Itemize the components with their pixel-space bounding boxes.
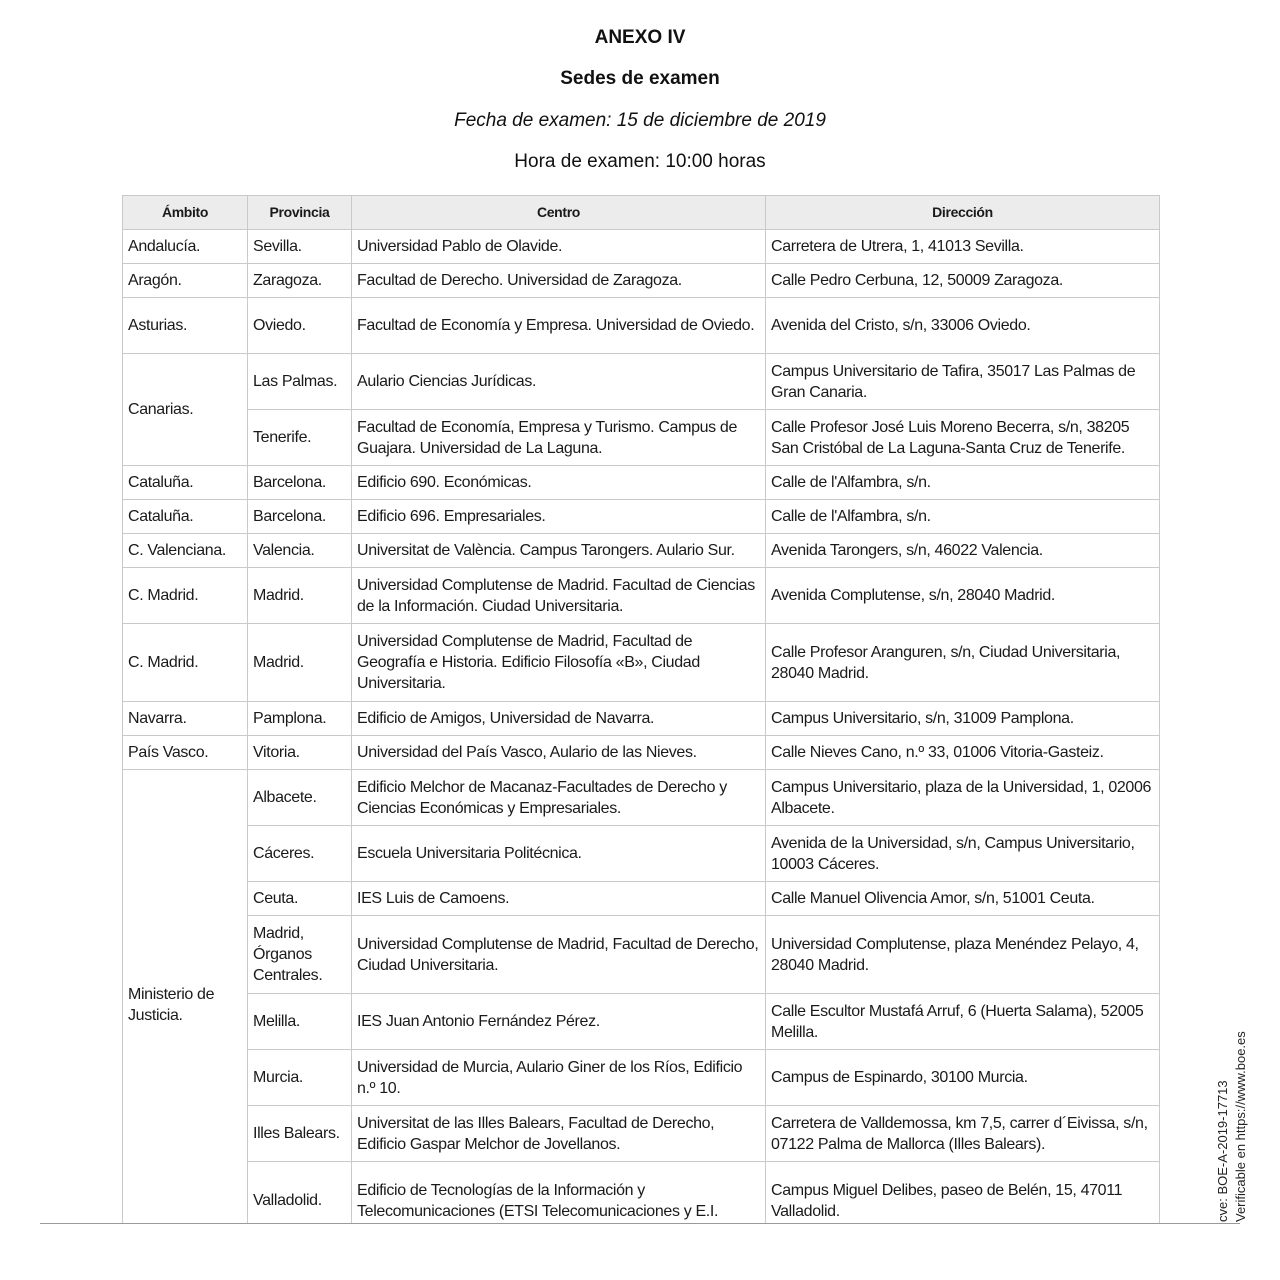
- cell-direccion: Avenida del Cristo, s/n, 33006 Oviedo.: [766, 298, 1160, 354]
- cell-ambito: C. Valenciana.: [123, 534, 248, 568]
- cell-direccion: Campus de Espinardo, 30100 Murcia.: [766, 1050, 1160, 1106]
- cell-centro: Universidad Complutense de Madrid, Facultad de Derecho, Ciudad Universitaria.: [352, 916, 766, 994]
- cell-direccion: Avenida Complutense, s/n, 28040 Madrid.: [766, 568, 1160, 624]
- cell-provincia: Ceuta.: [248, 882, 352, 916]
- table-row: [123, 624, 1160, 702]
- table-row: [123, 1162, 1160, 1225]
- margin-verification-note: [1214, 1031, 1250, 1222]
- cell-direccion: Calle Nieves Cano, n.º 33, 01006 Vitoria-Gasteiz.: [766, 736, 1160, 770]
- cell-provincia: Tenerife.: [248, 410, 352, 466]
- table-row: [123, 568, 1160, 624]
- cell-provincia: Sevilla.: [248, 230, 352, 264]
- cell-centro: Facultad de Economía y Empresa. Universidad de Oviedo.: [352, 298, 766, 354]
- table-row: [123, 702, 1160, 736]
- cell-provincia: Madrid, Órganos Centrales.: [248, 916, 352, 994]
- cell-centro: Universidad Complutense de Madrid, Facultad de Geografía e Historia. Edificio Filosofía «B», Ciudad Universitaria.: [352, 624, 766, 702]
- table-row: [123, 826, 1160, 882]
- table-row: [123, 410, 1160, 466]
- cell-provincia: Cáceres.: [248, 826, 352, 882]
- cell-provincia: Zaragoza.: [248, 264, 352, 298]
- cell-direccion: Calle Profesor José Luis Moreno Becerra, s/n, 38205 San Cristóbal de La Laguna-Santa Cruz de Tenerife.: [766, 410, 1160, 466]
- cell-direccion: Campus Miguel Delibes, paseo de Belén, 15, 47011 Valladolid.: [766, 1162, 1160, 1225]
- table-row: [123, 882, 1160, 916]
- cell-provincia: Las Palmas.: [248, 354, 352, 410]
- cell-centro: Escuela Universitaria Politécnica.: [352, 826, 766, 882]
- cell-provincia: Madrid.: [248, 568, 352, 624]
- cell-direccion: Calle Escultor Mustafá Arruf, 6 (Huerta Salama), 52005 Melilla.: [766, 994, 1160, 1050]
- exam-venues-table: [122, 195, 1160, 1224]
- cell-ambito: Cataluña.: [123, 500, 248, 534]
- cell-centro: IES Luis de Camoens.: [352, 882, 766, 916]
- cell-provincia: Valencia.: [248, 534, 352, 568]
- cell-ambito: Navarra.: [123, 702, 248, 736]
- table-row: [123, 354, 1160, 410]
- cell-direccion: Avenida Tarongers, s/n, 46022 Valencia.: [766, 534, 1160, 568]
- cell-ambito: Canarias.: [123, 354, 248, 466]
- cell-direccion: Campus Universitario, plaza de la Universidad, 1, 02006 Albacete.: [766, 770, 1160, 826]
- cell-direccion: Calle Manuel Olivencia Amor, s/n, 51001 Ceuta.: [766, 882, 1160, 916]
- cell-centro: Universidad de Murcia, Aulario Giner de los Ríos, Edificio n.º 10.: [352, 1050, 766, 1106]
- cell-direccion: Campus Universitario de Tafira, 35017 Las Palmas de Gran Canaria.: [766, 354, 1160, 410]
- cell-centro: Aulario Ciencias Jurídicas.: [352, 354, 766, 410]
- cell-centro: Edificio de Amigos, Universidad de Navarra.: [352, 702, 766, 736]
- cell-ambito: Aragón.: [123, 264, 248, 298]
- cell-provincia: Vitoria.: [248, 736, 352, 770]
- cell-provincia: Madrid.: [248, 624, 352, 702]
- table-header-row: [123, 196, 1160, 230]
- cell-ambito: Ministerio de Justicia.: [123, 770, 248, 1225]
- cell-provincia: Barcelona.: [248, 500, 352, 534]
- margin-cve: cve: BOE-A-2019-17713: [1215, 1080, 1230, 1222]
- cell-centro: Facultad de Derecho. Universidad de Zaragoza.: [352, 264, 766, 298]
- cell-direccion: Universidad Complutense, plaza Menéndez Pelayo, 4, 28040 Madrid.: [766, 916, 1160, 994]
- cell-provincia: Pamplona.: [248, 702, 352, 736]
- table-row: [123, 994, 1160, 1050]
- table-row: [123, 298, 1160, 354]
- cell-direccion: Carretera de Valldemossa, km 7,5, carrer d´Eivissa, s/n, 07122 Palma de Mallorca (Illes Balears).: [766, 1106, 1160, 1162]
- cell-provincia: Murcia.: [248, 1050, 352, 1106]
- cell-centro: IES Juan Antonio Fernández Pérez.: [352, 994, 766, 1050]
- cell-centro: Universidad del País Vasco, Aulario de las Nieves.: [352, 736, 766, 770]
- cell-provincia: Illes Balears.: [248, 1106, 352, 1162]
- exam-date: Fecha de examen: 15 de diciembre de 2019: [454, 110, 826, 131]
- column-header-direccion: Dirección: [766, 196, 1160, 230]
- cell-centro: Universitat de València. Campus Tarongers. Aulario Sur.: [352, 534, 766, 568]
- cell-centro: Edificio Melchor de Macanaz-Facultades de Derecho y Ciencias Económicas y Empresariales.: [352, 770, 766, 826]
- exam-time: Hora de examen: 10:00 horas: [514, 151, 766, 172]
- table-row: [123, 1050, 1160, 1106]
- table-row: [123, 230, 1160, 264]
- table-viewport: [122, 195, 1162, 1224]
- cell-ambito: Cataluña.: [123, 466, 248, 500]
- cell-provincia: Oviedo.: [248, 298, 352, 354]
- page-subtitle: Sedes de examen: [560, 68, 720, 89]
- cell-direccion: Calle Profesor Aranguren, s/n, Ciudad Universitaria, 28040 Madrid.: [766, 624, 1160, 702]
- cell-provincia: Albacete.: [248, 770, 352, 826]
- column-header-ambito: Ámbito: [123, 196, 248, 230]
- table-row: [123, 1106, 1160, 1162]
- table-row: [123, 534, 1160, 568]
- cell-ambito: País Vasco.: [123, 736, 248, 770]
- cell-centro: Edificio 696. Empresariales.: [352, 500, 766, 534]
- column-header-provincia: Provincia: [248, 196, 352, 230]
- cell-centro: Edificio de Tecnologías de la Información y Telecomunicaciones (ETSI Telecomunicaciones y E.I.: [352, 1162, 766, 1225]
- cell-provincia: Barcelona.: [248, 466, 352, 500]
- cell-direccion: Campus Universitario, s/n, 31009 Pamplona.: [766, 702, 1160, 736]
- cell-ambito: Andalucía.: [123, 230, 248, 264]
- column-header-centro: Centro: [352, 196, 766, 230]
- cell-centro: Universitat de las Illes Balears, Facultad de Derecho, Edificio Gaspar Melchor de Jovellanos.: [352, 1106, 766, 1162]
- cell-ambito: C. Madrid.: [123, 568, 248, 624]
- cell-direccion: Avenida de la Universidad, s/n, Campus Universitario, 10003 Cáceres.: [766, 826, 1160, 882]
- cell-centro: Facultad de Economía, Empresa y Turismo. Campus de Guajara. Universidad de La Laguna.: [352, 410, 766, 466]
- table-row: [123, 466, 1160, 500]
- cell-direccion: Carretera de Utrera, 1, 41013 Sevilla.: [766, 230, 1160, 264]
- cell-direccion: Calle de l'Alfambra, s/n.: [766, 500, 1160, 534]
- cell-direccion: Calle Pedro Cerbuna, 12, 50009 Zaragoza.: [766, 264, 1160, 298]
- annex-title: ANEXO IV: [594, 27, 686, 48]
- cell-centro: Universidad Complutense de Madrid. Facultad de Ciencias de la Información. Ciudad Universitaria.: [352, 568, 766, 624]
- table-row: [123, 264, 1160, 298]
- cell-provincia: Valladolid.: [248, 1162, 352, 1225]
- page-bottom-rule: [40, 1223, 1240, 1224]
- margin-url: Verificable en https://www.boe.es: [1233, 1031, 1248, 1222]
- table-row: [123, 736, 1160, 770]
- cell-direccion: Calle de l'Alfambra, s/n.: [766, 466, 1160, 500]
- table-row: [123, 770, 1160, 826]
- cell-provincia: Melilla.: [248, 994, 352, 1050]
- table-row: [123, 500, 1160, 534]
- cell-centro: Universidad Pablo de Olavide.: [352, 230, 766, 264]
- cell-ambito: Asturias.: [123, 298, 248, 354]
- table-row: [123, 916, 1160, 994]
- cell-ambito: C. Madrid.: [123, 624, 248, 702]
- cell-centro: Edificio 690. Económicas.: [352, 466, 766, 500]
